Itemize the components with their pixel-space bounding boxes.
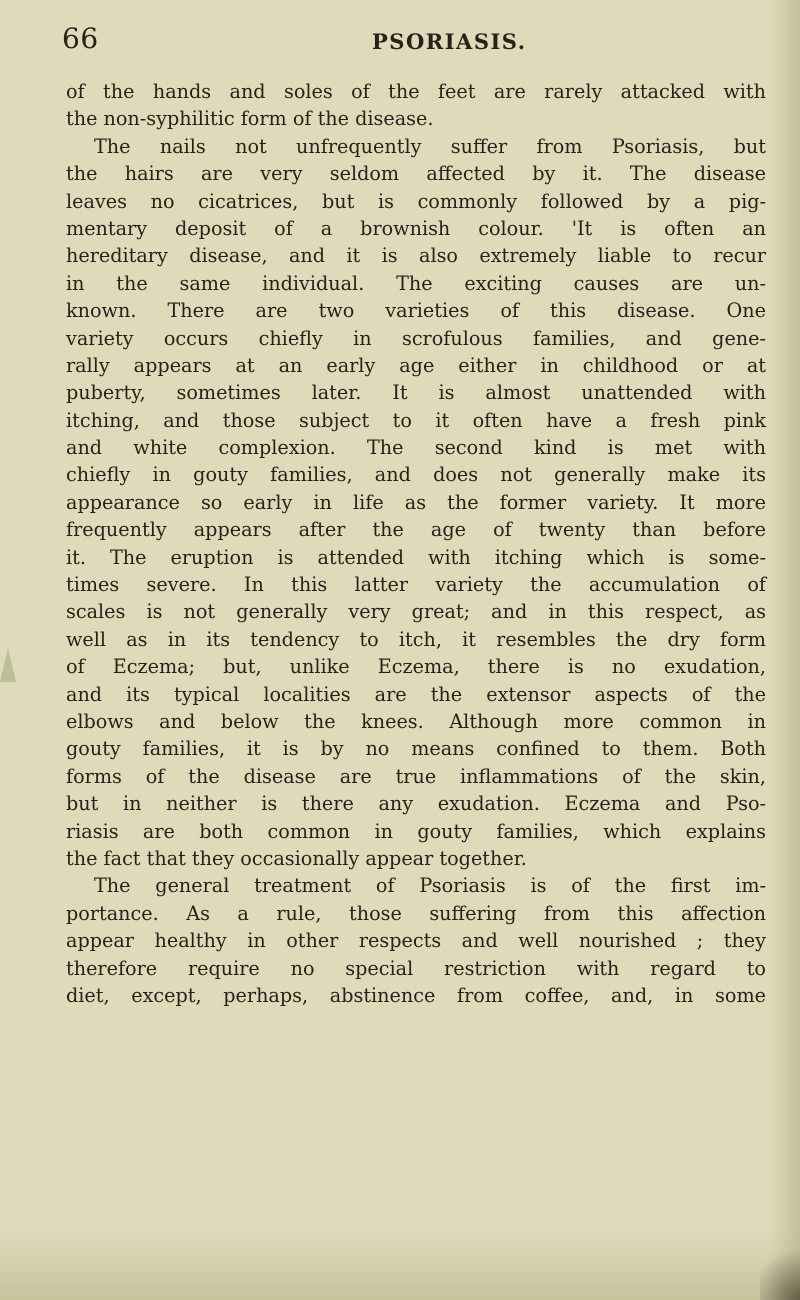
text-line: gouty families, it is by no means confined to them. Both bbox=[66, 737, 766, 761]
page-stain bbox=[0, 648, 16, 682]
text-line: rally appears at an early age either in childhood or at bbox=[66, 353, 766, 377]
text-line: appearance so early in life as the former variety. It more bbox=[66, 490, 766, 514]
text-line: the fact that they occasionally appear together. bbox=[66, 846, 527, 870]
running-head: PSORIASIS. bbox=[372, 29, 527, 54]
text-line: the non-syphilitic form of the disease. bbox=[66, 107, 434, 131]
text-line: it. The eruption is attended with itching which is some- bbox=[66, 545, 766, 569]
body-text bbox=[66, 78, 766, 1009]
text-line: hereditary disease, and it is also extremely liable to recur bbox=[66, 244, 766, 268]
page-header bbox=[0, 22, 800, 62]
text-line: well as in its tendency to itch, it resembles the dry form bbox=[66, 627, 766, 651]
text-line: The nails not unfrequently suffer from Psoriasis, but bbox=[94, 134, 766, 158]
text-line: elbows and below the knees. Although more common in bbox=[66, 709, 766, 733]
text-line: of the hands and soles of the feet are rarely attacked with bbox=[66, 80, 766, 103]
text-line: The general treatment of Psoriasis is of the first im- bbox=[94, 874, 766, 898]
text-line: frequently appears after the age of twenty than before bbox=[66, 518, 766, 542]
page-edge-shadow bbox=[760, 1240, 800, 1300]
text-line: times severe. In this latter variety the accumulation of bbox=[66, 573, 766, 597]
text-line: in the same individual. The exciting causes are un- bbox=[66, 271, 766, 295]
text-line: known. There are two varieties of this disease. One bbox=[66, 299, 766, 323]
text-line: portance. As a rule, those suffering from this affection bbox=[66, 901, 766, 925]
text-line: diet, except, perhaps, abstinence from coffee, and, in some bbox=[66, 983, 766, 1007]
text-line: forms of the disease are true inflammations of the skin, bbox=[66, 764, 766, 788]
text-line: puberty, sometimes later. It is almost unattended with bbox=[66, 381, 766, 405]
text-line: leaves no cicatrices, but is commonly followed by a pig- bbox=[66, 189, 766, 213]
text-line: mentary deposit of a brownish colour. 'It is often an bbox=[66, 216, 766, 240]
text-line: variety occurs chiefly in scrofulous families, and gene- bbox=[66, 326, 766, 350]
text-line: and its typical localities are the extensor aspects of the bbox=[66, 682, 766, 706]
page-number: 66 bbox=[62, 22, 99, 55]
text-line: appear healthy in other respects and well nourished ; they bbox=[66, 929, 766, 953]
text-line: and white complexion. The second kind is met with bbox=[66, 436, 766, 460]
text-line: riasis are both common in gouty families, which explains bbox=[66, 819, 766, 843]
text-line: itching, and those subject to it often have a fresh pink bbox=[66, 408, 766, 432]
text-line: therefore require no special restriction with regard to bbox=[66, 956, 766, 980]
text-line: scales is not generally very great; and in this respect, as bbox=[66, 600, 766, 624]
text-line: the hairs are very seldom affected by it. The disease bbox=[66, 162, 766, 186]
text-line: of Eczema; but, unlike Eczema, there is no exudation, bbox=[66, 655, 766, 679]
text-line: chiefly in gouty families, and does not generally make its bbox=[66, 463, 766, 487]
text-line: but in neither is there any exudation. Eczema and Pso- bbox=[66, 792, 766, 816]
